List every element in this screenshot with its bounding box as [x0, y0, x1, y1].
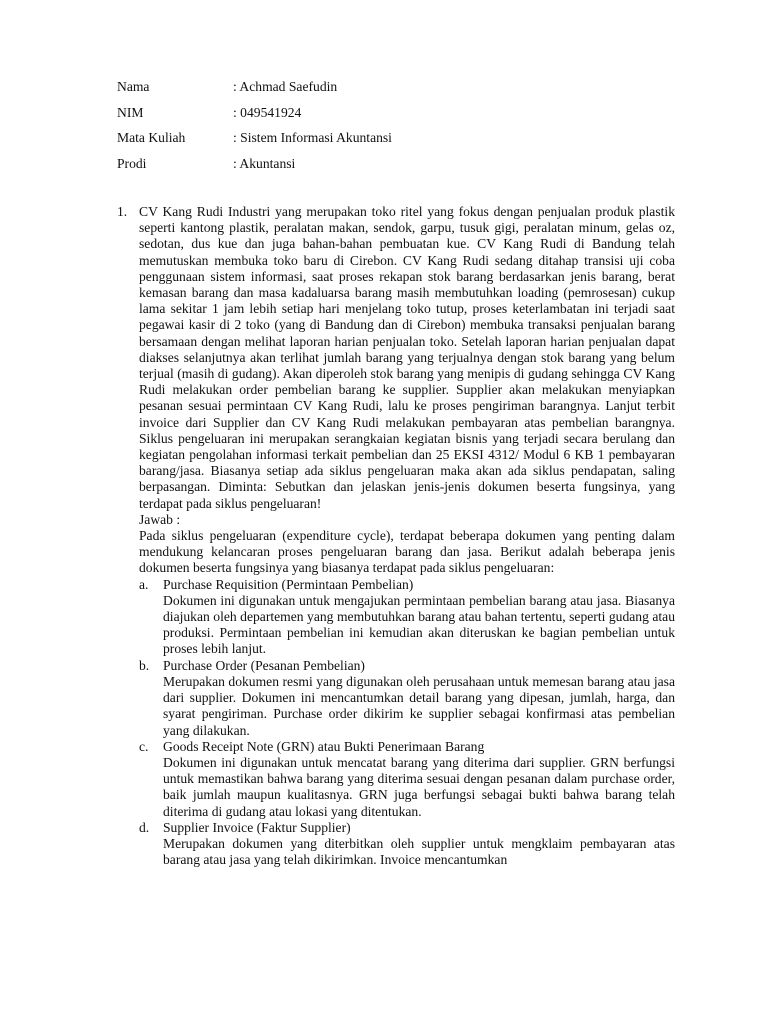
student-info: [117, 79, 392, 181]
list-item: [139, 820, 675, 869]
list-item: [139, 577, 675, 658]
answer-label: Jawab :: [139, 511, 181, 527]
item-description: Merupakan dokumen yang diterbitkan oleh supplier untuk mengklaim pembayaran atas barang atau jasa yang telah dikirimkan. Invoice mencantumkan: [163, 835, 675, 868]
info-row-name: [117, 79, 392, 105]
info-label: Mata Kuliah: [117, 130, 186, 145]
info-row-nim: [117, 105, 392, 131]
info-value: : Sistem Informasi Akuntansi: [233, 130, 392, 145]
item-description: Dokumen ini digunakan untuk mencatat barang yang diterima dari supplier. GRN berfungsi untuk memastikan bahwa barang yang diterima sesuai dengan pesanan dalam purchase order, baik jumlah maupun kualitasnya. GRN juga berfungsi sebagai bukti bahwa barang telah diterima di gudang atau lokasi yang ditentukan.: [163, 754, 675, 819]
info-value: : Achmad Saefudin: [233, 79, 338, 94]
info-value: : 049541924: [233, 104, 302, 120]
info-label: Prodi: [117, 155, 147, 171]
info-value: : Akuntansi: [233, 155, 296, 171]
item-title: Purchase Requisition (Permintaan Pembelian): [163, 576, 414, 592]
question-number: 1.: [117, 204, 128, 219]
list-item: [139, 739, 675, 820]
item-letter: d.: [139, 819, 150, 835]
question-text: CV Kang Rudi Industri yang merupakan toko ritel yang fokus dengan penjualan produk plastik seperti kantong plastik, peralatan makan, sendok, garpu, tusuk gigi, peralatan minum, gelas oz, sedotan, dus kue dan juga bahan-bahan pembuatan kue. CV Kang Rudi di Bandung telah memutuskan membuka toko baru di Cirebon. CV Kang Rudi sedang ditahap transisi uji coba penggunaan sistem informasi, saat proses rekapan stok barang berdasarkan jenis barang, berat kemasan barang dan masa kadaluarsa barang masih membutuhkan loading (pemrosesan) cukup lama sekitar 1 jam lebih setiap hari menjelang toko tutup, proses keterlambatan ini terjadi saat pegawai kasir di 2 toko (yang di Bandung dan di Cirebon) membuka transaksi penjualan barang bersamaan dengan melihat laporan harian penjualan toko. Setelah laporan harian penjualan dapat diakses selanjutnya akan terlihat jumlah barang yang terjualnya dengan stok barang yang belum terjual (masih di gudang). Akan diperoleh stok barang yang menipis di gudang sehingga CV Kang Rudi melakukan order pembelian barang ke supplier. Supplier akan melakukan menyiapkan pesanan sesuai permintaan CV Kang Rudi, lalu ke proses pengiriman barangnya. Lanjut terbit invoice dari Supplier dan CV Kang Rudi melakukan pembayaran atas pembelian barangnya. Siklus pengeluaran ini merupakan serangkaian kegiatan bisnis yang terjadi secara berulang dan kegiatan pengolahan informasi terkait pembelian dan 25 EKSI 4312/ Modul 6 KB 1 pembayaran barang/jasa. Biasanya setiap ada siklus pengeluaran maka akan ada siklus pendapatan, saling berpasangan. Diminta: Sebutkan dan jelaskan jenis-jenis dokumen beserta fungsinya, yang terdapat pada siklus pengeluaran!: [139, 204, 675, 511]
item-title: Goods Receipt Note (GRN) atau Bukti Penerimaan Barang: [163, 738, 485, 754]
item-description: Dokumen ini digunakan untuk mengajukan permintaan pembelian barang atau jasa. Biasanya diajukan oleh departemen yang membutuhkan barang atau bahan tertentu, seperti gudang atau produksi. Permintaan pembelian ini kemudian akan diteruskan ke bagian pembelian untuk proses lebih lanjut.: [163, 592, 675, 657]
question-1: [117, 204, 675, 868]
info-row-course: [117, 130, 392, 156]
info-label: NIM: [117, 104, 144, 120]
item-title: Purchase Order (Pesanan Pembelian): [163, 657, 365, 673]
info-label: Nama: [117, 79, 150, 94]
item-letter: a.: [139, 576, 149, 592]
item-title: Supplier Invoice (Faktur Supplier): [163, 819, 351, 835]
document-list: [139, 577, 675, 869]
info-row-program: [117, 156, 392, 182]
answer-intro: Pada siklus pengeluaran (expenditure cycle), terdapat beberapa dokumen yang penting dalam mendukung kelancaran proses pengeluaran barang dan jasa. Berikut adalah beberapa jenis dokumen beserta fungsinya yang biasanya terdapat pada siklus pengeluaran:: [139, 528, 675, 576]
item-description: Merupakan dokumen resmi yang digunakan oleh perusahaan untuk memesan barang atau jasa dari supplier. Dokumen ini mencantumkan detail barang yang dipesan, jumlah, harga, dan syarat pengiriman. Purchase order dikirim ke supplier sebagai konfirmasi atas pembelian yang dilakukan.: [163, 673, 675, 738]
list-item: [139, 658, 675, 739]
item-letter: c.: [139, 738, 149, 754]
question-body: [139, 204, 675, 868]
item-letter: b.: [139, 657, 150, 673]
